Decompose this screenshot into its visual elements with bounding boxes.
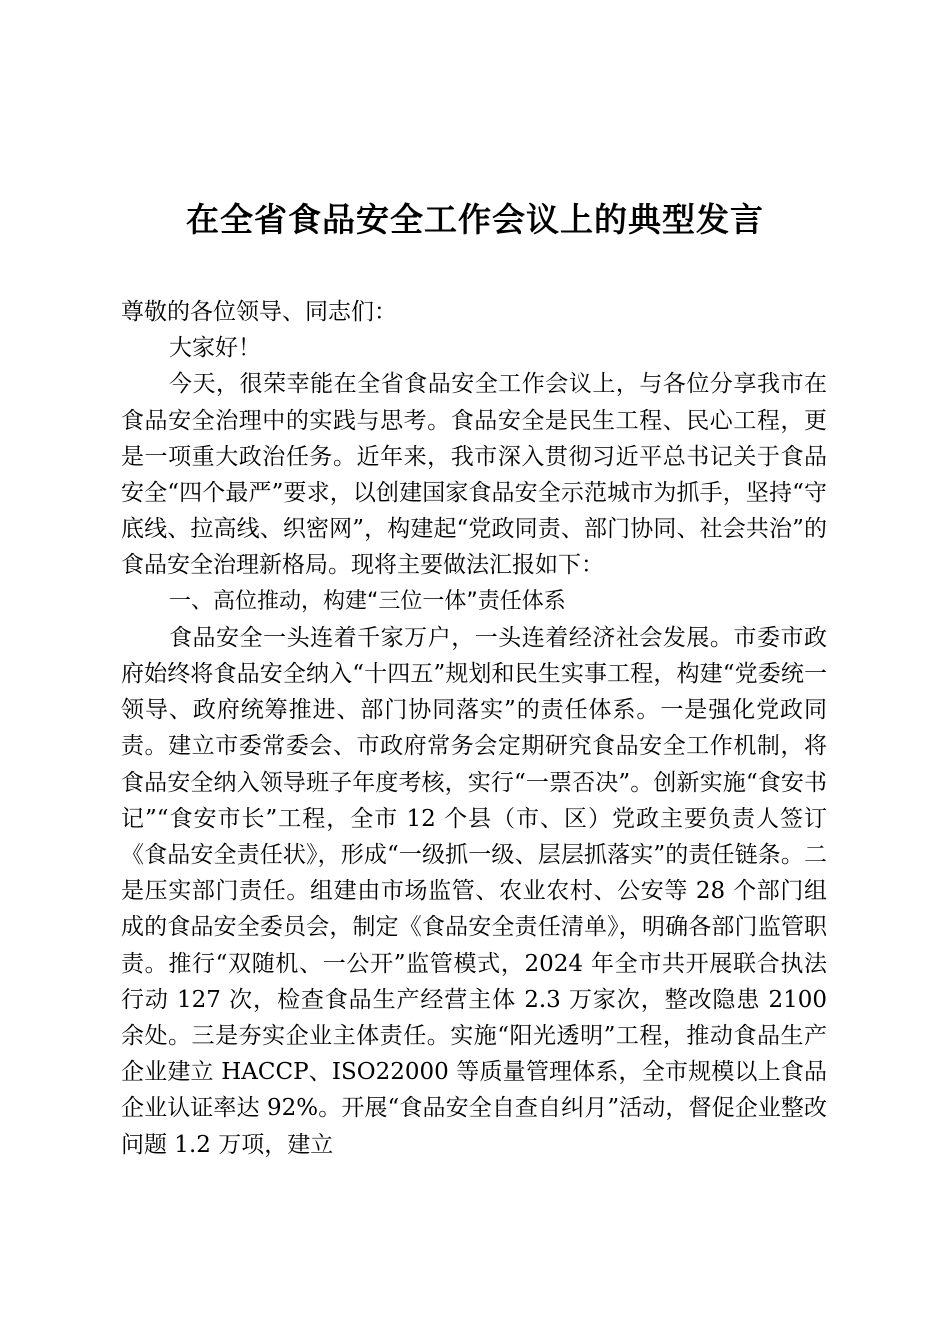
document-body <box>121 294 827 1163</box>
intro-paragraph: 今天，很荣幸能在全省食品安全工作会议上，与各位分享我市在食品安全治理中的实践与思考。食品安全是民生工程、民心工程，更是一项重大政治任务。近年来，我市深入贯彻习近平总书记关于食品安全“四个最严”要求，以创建国家食品安全示范城市为抓手，坚持“守底线、拉高线、织密网”，构建起“党政同责、部门协同、社会共治”的食品安全治理新格局。现将主要做法汇报如下： <box>121 371 827 579</box>
greeting: 大家好！ <box>169 335 261 362</box>
document-title: 在全省食品安全工作会议上的典型发言 <box>186 200 764 239</box>
salutation: 尊敬的各位领导、同志们： <box>121 299 397 325</box>
section-paragraph: 食品安全一头连着千家万户，一头连着经济社会发展。市委市政府始终将食品安全纳入“十四五”规划和民生实事工程，构建“党委统一领导、政府统筹推进、部门协同落实”的责任体系。一是强化党政同责。建立市委常委会、市政府常务会定期研究食品安全工作机制，将食品安全纳入领导班子年度考核，实行“一票否决”。创新实施“食安书记”“食安市长”工程，全市 12 个县（市、区）党政主要负责人签订《食品安全责任状》，形成“一级抓一级、层层抓落实”的责任链条。二是压实部门责任。组建由市场监管、农业农村、公安等 28 个部门组成的食品安全委员会，制定《食品安全责任清单》，明确各部门监管职责。推行“双随机、一公开”监管模式，2024 年全市共开展联合执法行动 127 次，检查食品生产经营主体 2.3 万家次，整改隐患 2100 余处。三是夯实企业主体责任。实施“阳光透明”工程，推动食品生产企业建立 HACCP、ISO22000 等质量管理体系，全市规模以上食品企业认证率达 92%。开展“食品安全自查自纠月”活动，督促企业整改问题 1.2 万项，建立 <box>121 624 827 1158</box>
section-heading: 一、高位推动，构建“三位一体”责任体系 <box>169 588 566 614</box>
